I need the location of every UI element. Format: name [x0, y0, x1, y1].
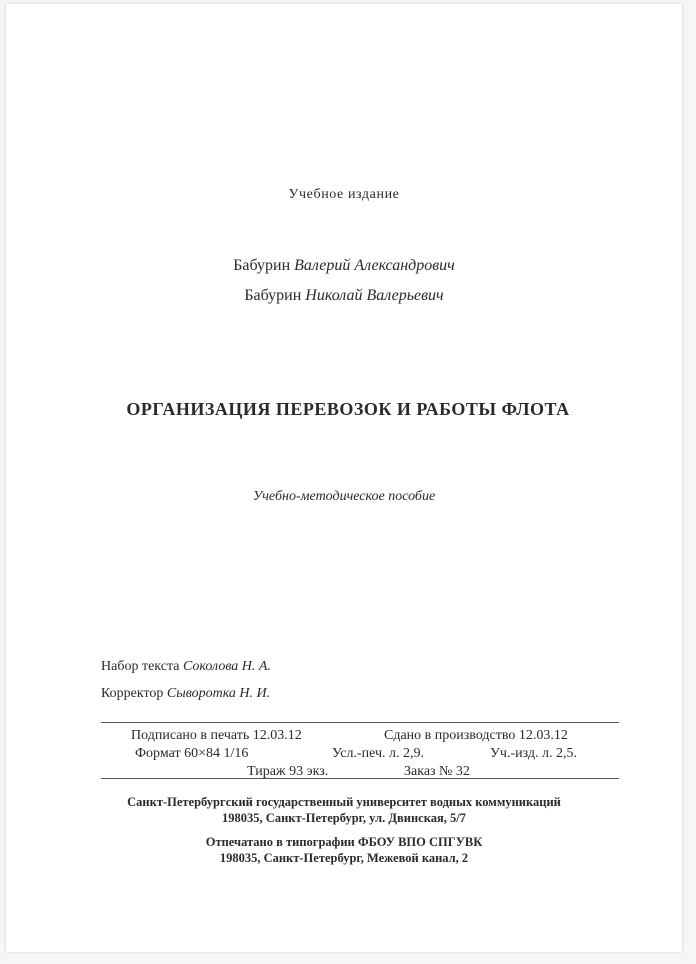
publishing-sheets: Уч.-изд. л. 2,5.	[490, 746, 577, 761]
order-number: Заказ № 32	[404, 764, 470, 779]
edition-type: Учебное издание	[288, 187, 400, 202]
typesetting-label: Набор текста	[101, 659, 180, 674]
institution-name: Санкт-Петербургский государственный университет водных коммуникаций	[127, 795, 561, 809]
document-page	[6, 4, 682, 952]
author-2	[6, 287, 682, 305]
typesetting-name: Соколова Н. А.	[182, 659, 271, 674]
divider-bottom	[101, 778, 619, 779]
author-2-given-name: Николай Валерьевич	[305, 287, 444, 304]
signed-for-print: Подписано в печать 12.03.12	[131, 728, 302, 743]
print-run: Тираж 93 экз.	[247, 764, 329, 779]
author-1	[6, 257, 682, 275]
paper-format: Формат 60×84 1/16	[135, 746, 249, 761]
typesetting-credit	[101, 659, 271, 675]
sent-to-production: Сдано в производство 12.03.12	[384, 728, 568, 743]
institution-address: 198035, Санкт-Петербург, ул. Двинская, 5/7	[222, 811, 466, 825]
book-subtitle: Учебно-методическое пособие	[252, 489, 436, 504]
proofreader-name: Сыворотка Н. И.	[166, 686, 271, 701]
book-title: ОРГАНИЗАЦИЯ ПЕРЕВОЗОК И РАБОТЫ ФЛОТА	[126, 399, 570, 419]
conventional-print-sheets: Усл.-печ. л. 2,9.	[332, 746, 424, 761]
proofreader-label: Корректор	[101, 686, 164, 701]
author-1-surname: Бабурин	[233, 257, 291, 274]
printer-name: Отпечатано в типографии ФБОУ ВПО СПГУВК	[205, 835, 483, 849]
proofreader-credit	[101, 686, 270, 702]
divider-top	[101, 722, 619, 723]
author-1-given-name: Валерий Александрович	[294, 257, 455, 274]
author-2-surname: Бабурин	[244, 287, 302, 304]
printer-address: 198035, Санкт-Петербург, Межевой канал, 2	[219, 851, 469, 865]
